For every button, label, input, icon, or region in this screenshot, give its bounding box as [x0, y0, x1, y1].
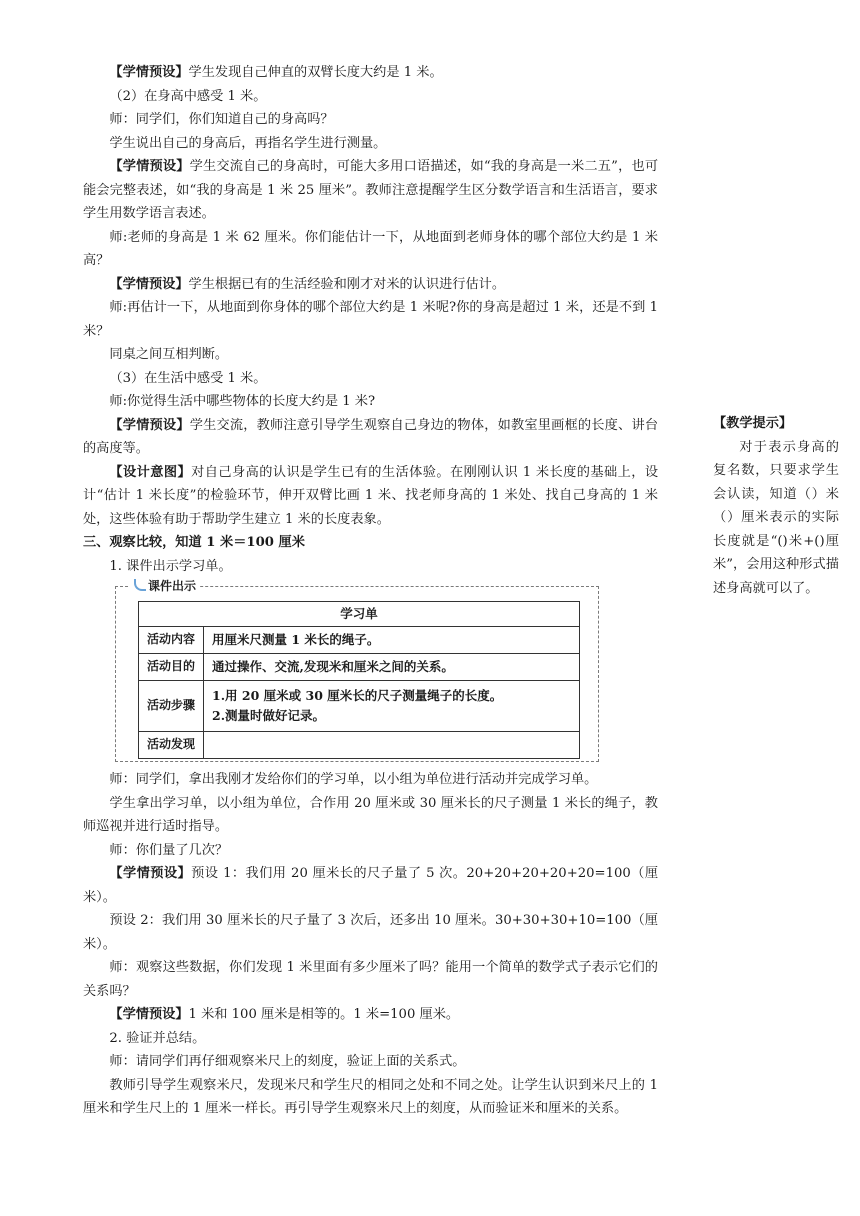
- courseware-box: [115, 579, 599, 762]
- row-label: 活动步骤: [139, 681, 204, 732]
- paragraph-label: 【学情预设】: [109, 866, 192, 881]
- paragraph: [83, 367, 658, 391]
- sidebar-body: 对于表示身高的复名数，只要求学生会认读，知道（）米（）厘米表示的实际长度就是“()米+()厘米”，会用这种形式描述身高就可以了。: [713, 439, 839, 596]
- table-row: [139, 681, 580, 732]
- paragraph: [83, 1050, 658, 1074]
- paragraph: [83, 862, 658, 909]
- paragraph: [83, 956, 658, 1003]
- paragraph-text: 师:你觉得生活中哪些物体的长度大约是 1 米?: [109, 394, 376, 409]
- paragraph-text: 学生根据已有的生活经验和刚才对米的认识进行估计。: [188, 276, 506, 292]
- paragraph: [83, 85, 658, 109]
- paragraph: [83, 226, 658, 273]
- paragraph-text: 师：你们量了几次？: [109, 842, 229, 858]
- paragraph-text: 学生说出自己的身高后，再指名学生进行测量。: [109, 135, 387, 151]
- paragraph-text: 学生交流，教师注意引导学生观察自己身边的物体，如教室里画框的长度、讲台的高度等。: [83, 417, 659, 456]
- paragraph: [83, 1027, 658, 1051]
- paragraph-text: 学生交流自己的身高时，可能大多用口语描述，如“我的身高是一米二五”，也可能会完整表述，如“我的身高是 1 米 25 厘米”。教师注意提醒学生区分数学语言和生活语言，要求学生用数学语言表述。: [83, 159, 659, 221]
- table-row: [139, 732, 580, 759]
- paragraph-text: 学生发现自己伸直的双臂长度大约是 1 米。: [188, 65, 443, 80]
- courseware-tag-text: 课件出示: [148, 579, 197, 593]
- sidebar-title: 【教学提示】: [713, 416, 793, 431]
- paragraph-text: 师：请同学们再仔细观察米尺上的刻度，验证上面的关系式。: [109, 1054, 466, 1069]
- step-2: 2.测量时做好记录。: [212, 708, 326, 723]
- paragraph-text: 同桌之间互相判断。: [109, 347, 229, 362]
- paragraph: [83, 414, 658, 461]
- paragraph: [83, 343, 658, 367]
- paragraphs-before: [83, 61, 658, 531]
- paragraph-text: 师:再估计一下，从地面到你身体的哪个部位大约是 1 米呢?你的身高是超过 1 米，还是不到 1 米？: [83, 300, 658, 339]
- courseware-tag: [130, 577, 200, 595]
- paragraph-label: 【学情预设】: [109, 417, 190, 433]
- paragraph-text: 2. 验证并总结。: [109, 1030, 206, 1046]
- row-label: 活动发现: [139, 732, 204, 759]
- paragraph-text: 学生拿出学习单，以小组为单位，合作用 20 厘米或 30 厘米长的尺子测量 1 米长的绳子，教师巡视并进行适时指导。: [83, 795, 658, 834]
- item-1: 1. 课件出示学习单。: [109, 558, 232, 574]
- paragraph-text: 师：观察这些数据，你们发现 1 米里面有多少厘米了吗？能用一个简单的数学式子表示它们的关系吗？: [83, 960, 658, 999]
- main-content: [83, 61, 658, 1121]
- row-label: 活动内容: [139, 627, 204, 654]
- paragraph-text: 预设 2：我们用 30 厘米长的尺子量了 3 次后，还多出 10 厘米。30+30+30+10=100（厘米）。: [83, 913, 658, 952]
- table-header-row: [139, 602, 580, 627]
- paragraph: [83, 768, 658, 792]
- paragraph: [83, 1003, 658, 1027]
- step-1: 1.用 20 厘米或 30 厘米长的尺子测量绳子的长度。: [212, 688, 503, 703]
- paragraph: [83, 61, 658, 85]
- study-sheet-table: [138, 601, 580, 759]
- paragraph: [83, 296, 658, 343]
- row-value: 通过操作、交流,发现米和厘米之间的关系。: [204, 654, 580, 681]
- paragraph-label: 【设计意图】: [109, 464, 192, 480]
- paragraph-text: 预设 1：我们用 20 厘米长的尺子量了 5 次。20+20+20+20+20=100（厘米）。: [83, 866, 659, 905]
- table-row: [139, 627, 580, 654]
- paragraph: [83, 132, 658, 156]
- paragraph: [83, 1074, 658, 1121]
- paragraph: [83, 273, 658, 297]
- paragraph-text: 对自己身高的认识是学生已有的生活体验。在刚刚认识 1 米长度的基础上，设计“估计 1 米长度”的检验环节，伸开双臂比画 1 米、找老师身高的 1 米处、找自己身高的 1 米处，这些体验有助于帮助学生建立 1 米的长度表象。: [83, 464, 659, 527]
- paragraphs-after: [83, 768, 658, 1121]
- paragraph-text: （2）在身高中感受 1 米。: [109, 88, 267, 104]
- paragraph: [83, 155, 658, 226]
- table-row: [139, 654, 580, 681]
- section-heading: 三、观察比较，知道 1 米＝100 厘米: [83, 535, 305, 550]
- paragraph: [83, 461, 658, 532]
- paragraph-text: 教师引导学生观察米尺，发现米尺和学生尺的相同之处和不同之处。让学生认识到米尺上的 1 厘米和学生尺上的 1 厘米一样长。再引导学生观察米尺上的刻度，从而验证米和厘米的关系。: [83, 1077, 658, 1116]
- courseware-swoosh-icon: [134, 579, 146, 591]
- table-title: 学习单: [139, 602, 580, 627]
- paragraph-text: （3）在生活中感受 1 米。: [109, 370, 267, 386]
- row-value: [204, 732, 580, 759]
- paragraph-text: 1 米和 100 厘米是相等的。1 米=100 厘米。: [188, 1007, 460, 1022]
- row-label: 活动目的: [139, 654, 204, 681]
- paragraph-text: 师:老师的身高是 1 米 62 厘米。你们能估计一下，从地面到老师身体的哪个部位大约是 1 米高？: [83, 229, 658, 268]
- paragraph-label: 【学情预设】: [109, 276, 189, 292]
- row-steps: [204, 681, 580, 732]
- paragraph: [83, 390, 658, 414]
- paragraph-text: 师：同学们，拿出我刚才发给你们的学习单，以小组为单位进行活动并完成学习单。: [109, 772, 598, 787]
- paragraph: [83, 839, 658, 863]
- teaching-tip-sidebar: [713, 412, 839, 600]
- paragraph-label: 【学情预设】: [109, 159, 190, 174]
- paragraph-text: 师：同学们，你们知道自己的身高吗？: [109, 112, 334, 127]
- paragraph: [83, 909, 658, 956]
- paragraph: [83, 792, 658, 839]
- paragraph-label: 【学情预设】: [109, 65, 189, 80]
- row-value: 用厘米尺测量 1 米长的绳子。: [204, 627, 580, 654]
- paragraph: [83, 108, 658, 132]
- paragraph-label: 【学情预设】: [109, 1007, 189, 1022]
